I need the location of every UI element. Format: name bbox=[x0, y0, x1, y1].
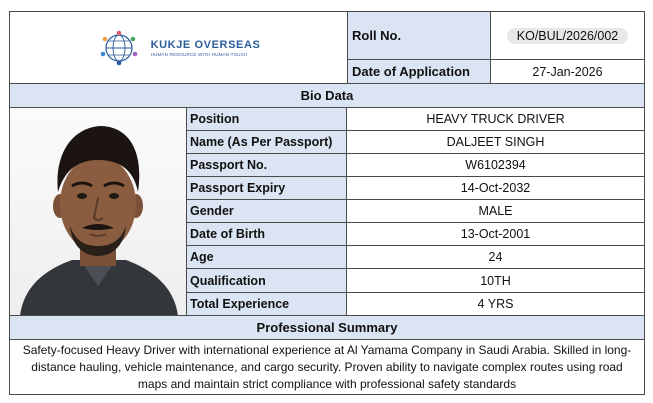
field-value-gender: MALE bbox=[347, 200, 644, 223]
professional-summary-text: Safety-focused Heavy Driver with international experience at Al Yamama Company in Saudi Arabia. Skilled in long-distance hauling, vehicle maintenance, and cargo security. Proven ability to navigate complex routes using road maps and maintain strict compliance with professional safety standards bbox=[22, 343, 632, 391]
field-value-position: HEAVY TRUCK DRIVER bbox=[347, 108, 644, 131]
field-label-passport-no: Passport No. bbox=[187, 154, 347, 177]
globe-people-icon bbox=[97, 30, 145, 66]
roll-no-value-cell bbox=[491, 12, 644, 60]
field-value-name: DALJEET SINGH bbox=[347, 131, 644, 154]
field-label-qualification: Qualification bbox=[187, 269, 347, 293]
field-value-date-of-birth: 13-Oct-2001 bbox=[347, 223, 644, 246]
roll-no-value: KO/BUL/2026/002 bbox=[507, 28, 628, 44]
candidate-photo-image bbox=[10, 108, 187, 316]
field-value-passport-expiry: 14-Oct-2032 bbox=[347, 177, 644, 200]
bio-data-sheet bbox=[9, 11, 645, 395]
field-value-qualification: 10TH bbox=[347, 269, 644, 293]
logo-area bbox=[10, 12, 348, 84]
field-label-gender: Gender bbox=[187, 200, 347, 223]
field-label-age: Age bbox=[187, 246, 347, 269]
roll-no-label: Roll No. bbox=[348, 12, 491, 60]
field-value-age: 24 bbox=[347, 246, 644, 269]
company-name: KUKJE OVERSEAS bbox=[150, 38, 261, 51]
field-label-passport-expiry: Passport Expiry bbox=[187, 177, 347, 200]
company-tagline: HUMAN RESOURCE WITH HUMAN TOUCH bbox=[150, 51, 248, 57]
candidate-photo bbox=[10, 108, 187, 316]
field-value-passport-no: W6102394 bbox=[347, 154, 644, 177]
field-label-position: Position bbox=[187, 108, 347, 131]
field-label-date-of-birth: Date of Birth bbox=[187, 223, 347, 246]
company-logo bbox=[97, 30, 261, 66]
date-of-application-label: Date of Application bbox=[348, 60, 491, 84]
date-of-application-value: 27-Jan-2026 bbox=[491, 60, 644, 84]
professional-summary-title: Professional Summary bbox=[10, 316, 644, 340]
field-value-total-experience: 4 YRS bbox=[347, 293, 644, 316]
field-label-name: Name (As Per Passport) bbox=[187, 131, 347, 154]
bio-data-title: Bio Data bbox=[10, 84, 644, 108]
field-label-total-experience: Total Experience bbox=[187, 293, 347, 316]
